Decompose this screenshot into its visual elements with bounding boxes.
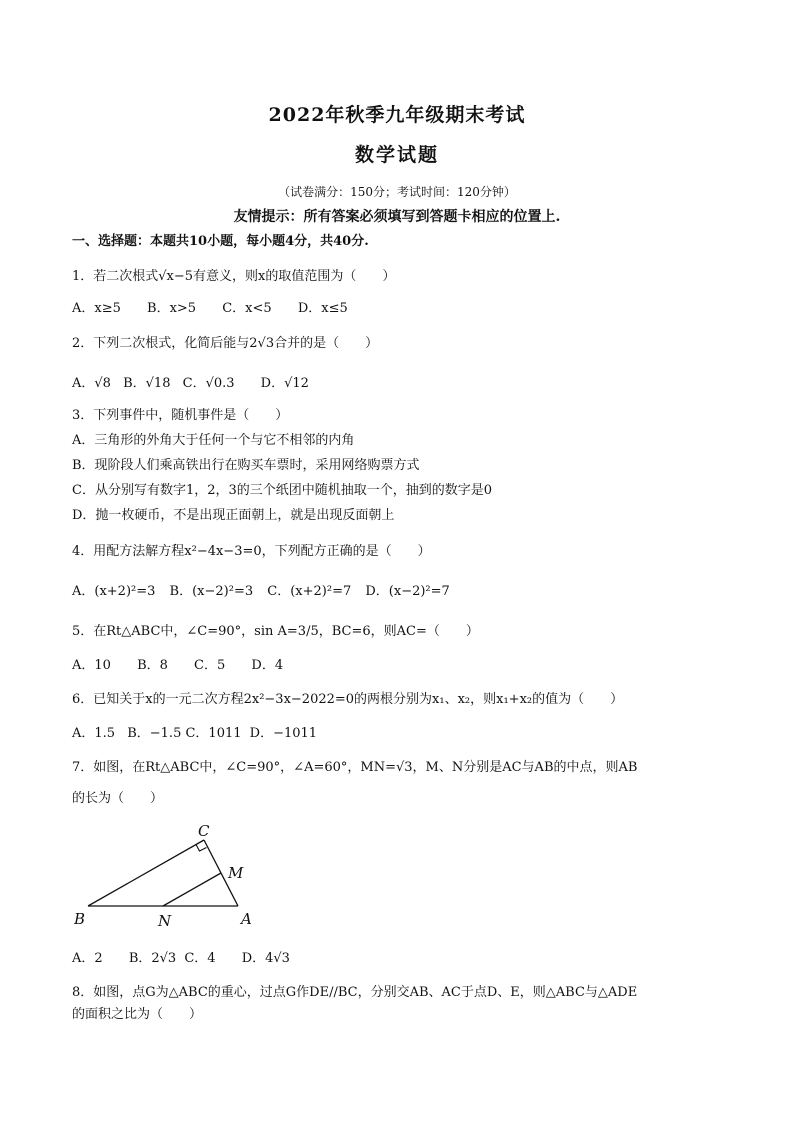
question-3-option-b: B．现阶段人们乘高铁出行在购买车票时，采用网络购票方式: [72, 458, 420, 473]
label-m: M: [228, 864, 244, 882]
triangle-figure: [74, 820, 264, 930]
option-b: B．8: [137, 658, 168, 673]
label-a: A: [241, 910, 252, 928]
side-bc: [88, 840, 204, 906]
exam-info: （试卷满分：150分；考试时间：120分钟）: [278, 185, 516, 199]
option-b: B．2√3: [128, 951, 177, 966]
exam-title: 2022年秋季九年级期末考试: [268, 104, 526, 126]
section-heading: 一、选择题：本题共10小题，每小题4分，共40分.: [72, 234, 369, 249]
option-d: D．√12: [260, 376, 309, 391]
question-2-options: [72, 375, 331, 393]
question-7-options: [72, 950, 312, 968]
question-3-option-c: C．从分别写有数字1，2，3的三个纸团中随机抽取一个，抽到的数字是0: [72, 483, 493, 498]
question-4-stem: 4．用配方法解方程x²−4x−3=0，下列配方正确的是（ ）: [72, 544, 431, 559]
option-a: A．1.5: [72, 726, 116, 741]
option-c: C．√0.3: [182, 376, 235, 391]
option-c: C．x<5: [222, 301, 272, 316]
option-b: B．(x−2)²=3: [169, 584, 254, 599]
right-angle-mark: [196, 845, 207, 852]
option-d: D．4√3: [241, 951, 290, 966]
question-7-stem-cont: 的长为（ ）: [72, 791, 164, 806]
option-a: A．10: [72, 658, 111, 673]
option-d: D．4: [251, 658, 284, 673]
question-3-stem: 3．下列事件中，随机事件是（ ）: [72, 408, 289, 423]
option-c: C．(x+2)²=7: [267, 584, 352, 599]
label-n: N: [158, 912, 172, 930]
option-d: D．x≤5: [297, 301, 348, 316]
question-3-option-d: D．抛一枚硬币，不是出现正面朝上，就是出现反面朝上: [72, 508, 395, 523]
option-b: B．−1.5: [127, 726, 182, 741]
option-c: C．4: [184, 951, 216, 966]
option-c: C．5: [194, 658, 226, 673]
option-d: D．(x−2)²=7: [365, 584, 450, 599]
option-a: A．(x+2)²=3: [72, 584, 156, 599]
question-3-option-a: A．三角形的外角大于任何一个与它不相邻的内角: [72, 433, 355, 448]
question-6-stem: 6．已知关于x的一元二次方程2x²−3x−2022=0的两根分别为x₁、x₂，则x₁+x₂的值为（ ）: [72, 692, 624, 707]
question-5-options: [72, 657, 305, 675]
question-7-stem: 7．如图，在Rt△ABC中，∠C=90°，∠A=60°，MN=√3，M、N分别是AC与AB的中点，则AB: [72, 760, 638, 775]
question-4-options: [72, 583, 472, 601]
label-c: C: [198, 822, 210, 840]
label-b: B: [74, 910, 86, 928]
segment-mn: [163, 873, 221, 906]
question-6-options: [72, 725, 339, 743]
option-a: A．x≥5: [72, 301, 121, 316]
option-b: B．x>5: [147, 301, 197, 316]
exam-subject: 数学试题: [354, 144, 439, 166]
friendly-tip: 友情提示：所有答案必须填写到答题卡相应的位置上.: [233, 209, 561, 225]
option-a: A．√8: [72, 376, 111, 391]
question-1-stem: 1．若二次根式√x−5有意义，则x的取值范围为（ ）: [72, 269, 396, 284]
question-8-stem: 8．如图，点G为△ABC的重心，过点G作DE//BC，分别交AB、AC于点D、E，则△ABC与△ADE: [72, 985, 638, 1000]
question-2-stem: 2．下列二次根式，化简后能与2√3合并的是（ ）: [72, 336, 379, 351]
question-8-stem-cont: 的面积之比为（ ）: [72, 1007, 203, 1022]
option-a: A．2: [72, 951, 103, 966]
question-1-options: [72, 300, 370, 318]
question-5-stem: 5．在Rt△ABC中，∠C=90°，sin A=3/5，BC=6，则AC=（ ）: [72, 624, 479, 639]
option-d: D．−1011: [249, 726, 318, 741]
option-b: B．√18: [123, 376, 171, 391]
option-c: C．1011: [185, 726, 242, 741]
